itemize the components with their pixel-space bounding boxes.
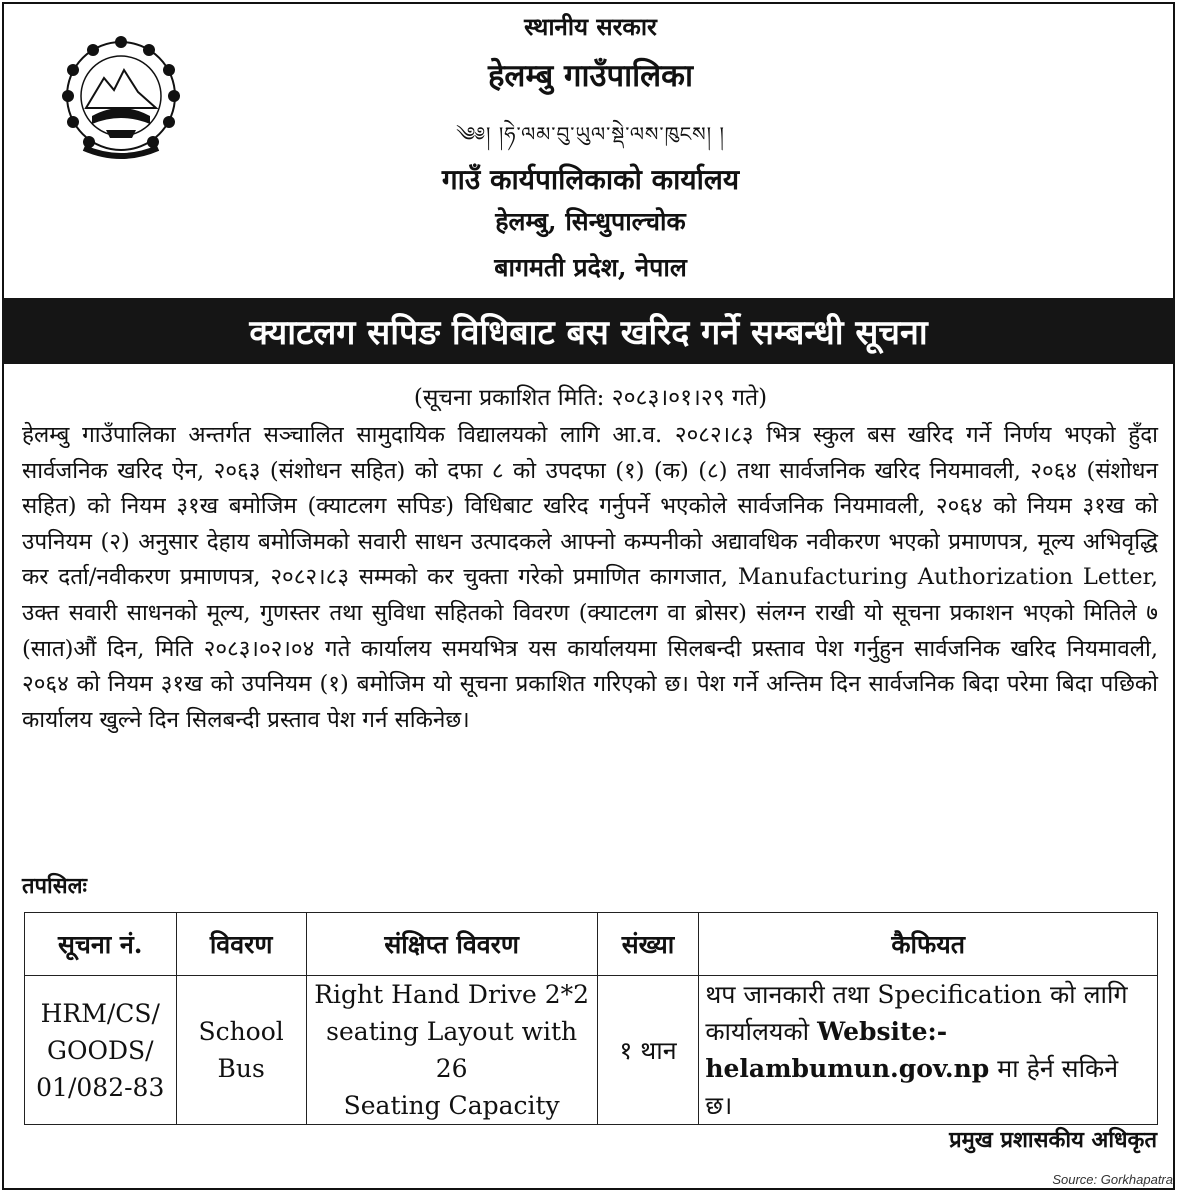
header-item: विवरण xyxy=(176,913,306,976)
notice-body: हेलम्बु गाउँपालिका अन्तर्गत सञ्चालित सामुदायिक विद्यालयको लागि आ.व. २०८२।८३ भित्र स्कुल बस खरिद गर्ने निर्णय भएको हुँदा सार्वजनिक खरिद ऐन, २०६३ (संशोधन सहित) को दफा ८ को उपदफा (१) (क) (८) तथा सार्वजनिक खरिद नियमावली, २०६४ (संशोधन सहित) को नियम ३१ख बमोजिम (क्याटलग सपिङ) विधिबाट खरिद गर्नुपर्ने भएकोले सार्वजनिक नियमावली, २०६४ को नियम ३१ख को उपनियम (२) अनुसार देहाय बमोजिमको सवारी साधन उत्पादकले आफ्नो कम्पनीको अद्यावधिक नवीकरण भएको प्रमाणपत्र, मूल्य अभिवृद्धि कर दर्ता/नवीकरण प्रमाणपत्र, २०८२।८३ सम्मको कर चुक्ता गरेको प्रमाणित कागजात, Manufacturing Authorization Letter, उक्त सवारी साधनको मूल्य, गुणस्तर तथा सुविधा सहितको विवरण (क्याटलग वा ब्रोसर) संलग्न राखी यो सूचना प्रकाशन भएको मितिले ७ (सात)औं दिन, मिति २०८३।०२।०४ गते कार्यालय समयभित्र यस कार्यालयमा सिलबन्दी प्रस्ताव पेश गर्नुहुन सार्वजनिक खरिद नियमावली, २०६४ को नियम ३१ख को उपनियम (१) बमोजिम यो सूचना प्रकाशित गरिएको छ। पेश गर्ने अन्तिम दिन सार्वजनिक बिदा परेमा बिदा पछिको कार्यालय खुल्ने दिन सिलबन्दी प्रस्ताव पेश गर्न सकिनेछ। xyxy=(22,422,1158,733)
cell-quantity: १ थान xyxy=(597,976,699,1125)
signatory-title: प्रमुख प्रशासकीय अधिकृत xyxy=(949,1127,1157,1153)
cell-notice-no: HRM/CS/ GOODS/ 01/082-83 xyxy=(25,976,177,1125)
schedule-label: तपसिलः xyxy=(22,873,87,899)
tibetan-script-line: ༄༅། །ཧེ་ལམ་བུ་ཡུལ་སྡེ་ལས་ཁུངས། ། xyxy=(456,122,725,146)
header-remarks: कैफियत xyxy=(699,913,1158,976)
schedule-table xyxy=(24,912,1158,1125)
municipality-name: हेलम्बु गाउँपालिका xyxy=(487,58,694,94)
header-quantity: संख्या xyxy=(597,913,699,976)
province-country: बागमती प्रदेश, नेपाल xyxy=(494,253,687,282)
cell-brief-description: Right Hand Drive 2*2 seating Layout with 26 Seating Capacity xyxy=(306,976,597,1125)
notice-title-bar xyxy=(2,298,1175,364)
local-government-label: स्थानीय सरकार xyxy=(524,12,657,41)
table-header-row xyxy=(25,913,1158,976)
website-link[interactable]: Website:- helambumun.gov.np xyxy=(705,1017,990,1083)
cell-item: School Bus xyxy=(176,976,306,1125)
publication-date: (सूचना प्रकाशित मिति: २०८३।०१।२९ गते) xyxy=(413,385,768,411)
office-location: हेलम्बु, सिन्धुपाल्चोक xyxy=(495,207,686,236)
table-row xyxy=(25,976,1158,1125)
cell-remarks: थप जानकारी तथा Specification को लागि कार्यालयको Website:- helambumun.gov.np मा हेर्न सकिने छ। xyxy=(699,976,1158,1125)
header-notice-no: सूचना नं. xyxy=(25,913,177,976)
office-name: गाउँ कार्यपालिकाको कार्यालय xyxy=(441,163,740,196)
header-brief-description: संक्षिप्त विवरण xyxy=(306,913,597,976)
source-credit: Source: Gorkhapatra xyxy=(1052,1172,1173,1187)
notice-title: क्याटलग सपिङ विधिबाट बस खरिद गर्ने सम्बन्धी सूचना xyxy=(249,313,928,353)
